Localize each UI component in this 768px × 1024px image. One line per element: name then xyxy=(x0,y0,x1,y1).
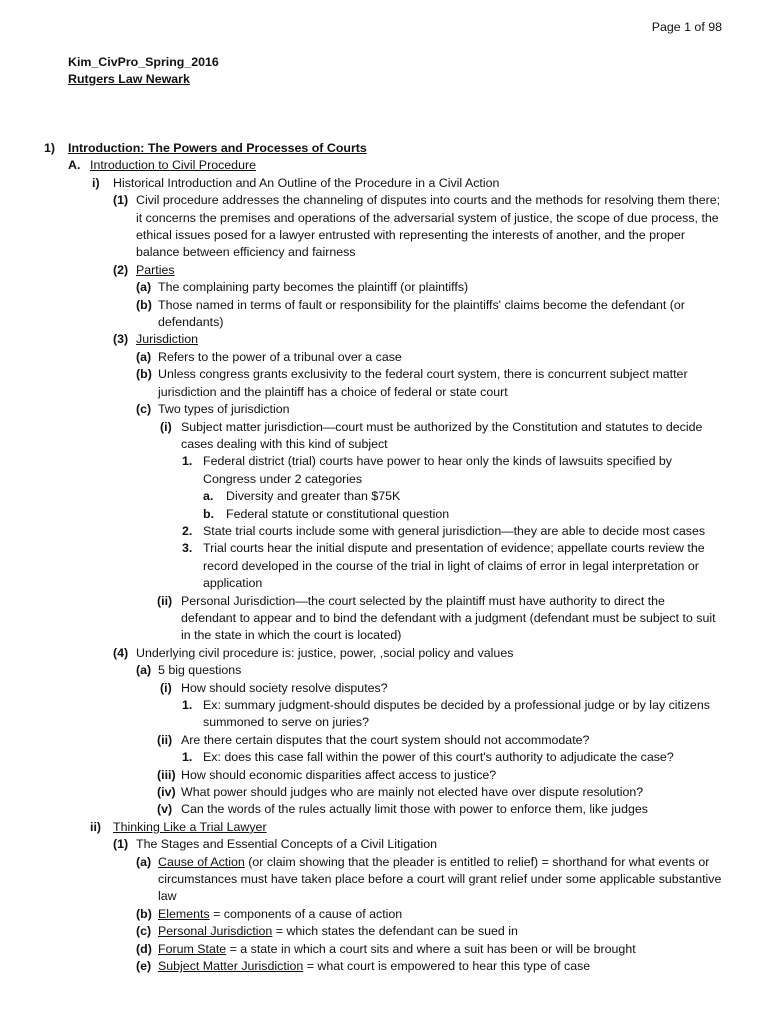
outline-item xyxy=(0,331,722,348)
outline-marker: a. xyxy=(203,489,214,504)
outline-item xyxy=(0,175,722,192)
outline-item xyxy=(0,836,722,853)
outline-marker: (a) xyxy=(136,349,152,364)
outline-text: How should economic disparities affect access to justice? xyxy=(181,767,497,782)
outline-text: Thinking Like a Trial Lawyer xyxy=(113,819,267,834)
outline-marker: 1) xyxy=(44,141,56,155)
outline-item xyxy=(0,767,722,784)
outline-marker: (d) xyxy=(136,941,152,956)
outline-text: Can the words of the rules actually limit those with power to enforce them, like judges xyxy=(181,802,648,817)
outline-text: Those named in terms of fault or responsibility for the plaintiffs' claims become the defendant (or defendants) xyxy=(158,297,685,330)
outline-item xyxy=(0,906,722,923)
outline-marker: (4) xyxy=(113,645,129,660)
outline-marker: b. xyxy=(203,506,215,521)
outline-marker: 3. xyxy=(182,541,193,556)
outline-text: Federal district (trial) courts have power to hear only the kinds of lawsuits specified by Congress under 2 categories xyxy=(203,454,672,486)
outline-marker: (1) xyxy=(113,193,129,208)
outline-text: How should society resolve disputes? xyxy=(181,680,388,695)
outline-text: State trial courts include some with general jurisdiction—they are able to decide most cases xyxy=(203,523,706,538)
outline-text: Are there certain disputes that the court system should not accommodate? xyxy=(181,732,590,747)
outline-text: Historical Introduction and An Outline of the Procedure in a Civil Action xyxy=(113,175,500,190)
outline-text: Introduction: The Powers and Processes of Courts xyxy=(68,141,367,155)
outline-text: Ex: does this case fall within the power of this court's authority to adjudicate the case? xyxy=(203,750,674,765)
outline-marker: (2) xyxy=(113,262,129,277)
outline-item xyxy=(0,941,722,958)
outline-text: Introduction to Civil Procedure xyxy=(90,158,256,173)
outline-text: Unless congress grants exclusivity to the federal court system, there is concurrent subject matter jurisdiction and the plaintiff has a choice of federal or state court xyxy=(158,367,688,399)
outline-text: Parties xyxy=(136,262,175,277)
document-header xyxy=(68,54,219,89)
outline-text: 5 big questions xyxy=(158,663,242,678)
outline-marker: (i) xyxy=(160,419,172,434)
outline-marker: (i) xyxy=(160,680,172,695)
outline-marker: 1. xyxy=(182,454,193,469)
outline-item xyxy=(0,958,722,975)
outline-marker: (b) xyxy=(136,297,152,312)
outline-item xyxy=(0,366,722,401)
school-name: Rutgers Law Newark xyxy=(68,72,190,87)
outline-item xyxy=(0,732,722,749)
outline-text: Federal statute or constitutional question xyxy=(226,506,450,521)
outline-item xyxy=(0,749,722,766)
outline-text: Underlying civil procedure is: justice, power, ,social policy and values xyxy=(136,645,514,660)
outline-item xyxy=(0,540,722,592)
outline-item xyxy=(0,680,722,697)
outline-text: Jurisdiction xyxy=(136,332,198,347)
outline-marker: (b) xyxy=(136,367,152,382)
defined-term: Elements xyxy=(158,906,210,921)
outline-item xyxy=(0,140,722,157)
page-number: Page 1 of 98 xyxy=(651,20,722,34)
outline-item xyxy=(0,279,722,296)
outline-marker: (ii) xyxy=(157,732,173,747)
outline-marker: (1) xyxy=(113,837,129,852)
outline-marker: (b) xyxy=(136,906,152,921)
outline-item xyxy=(0,401,722,418)
outline-marker: i) xyxy=(92,175,100,190)
outline-text: Civil procedure addresses the channeling of disputes into courts and the methods for resolving them there; it concerns the premises and operations of the adversarial system of justice, the scope of due process, the ethical issues posed for a lawyer entrusted with representing the interests of another, and the proper balance between efficiency and fairness xyxy=(136,193,721,260)
outline-item xyxy=(0,192,722,262)
outline-marker: (iii) xyxy=(157,767,176,782)
outline-text: Personal Jurisdiction—the court selected by the plaintiff must have authority to direct the defendant to appear and to bind the defendant with a judgment (defendant must be subject to suit in the state in which the court is located) xyxy=(181,593,716,643)
outline-item xyxy=(0,854,722,906)
outline-item xyxy=(0,645,722,662)
outline-text: = what court is empowered to hear this type of case xyxy=(303,959,591,974)
outline-text: The complaining party becomes the plaintiff (or plaintiffs) xyxy=(158,280,469,295)
outline-item xyxy=(0,593,722,645)
outline-text: Trial courts hear the initial dispute and presentation of evidence; appellate courts review the record developed in the course of the trial in light of claims of error in legal interpretation or application xyxy=(203,541,705,591)
defined-term: Personal Jurisdiction xyxy=(158,924,273,939)
outline-marker: (3) xyxy=(113,332,129,347)
outline-marker: (a) xyxy=(136,854,152,869)
outline-marker: ii) xyxy=(90,819,102,834)
outline-text: The Stages and Essential Concepts of a Civil Litigation xyxy=(136,837,437,852)
outline-marker: 1. xyxy=(182,750,193,765)
outline-text: Diversity and greater than $75K xyxy=(226,489,401,504)
outline-item xyxy=(0,819,722,836)
defined-term: Forum State xyxy=(158,941,227,956)
outline-marker: A. xyxy=(68,158,81,173)
outline-marker: 2. xyxy=(182,523,193,538)
outline-text: Refers to the power of a tribunal over a case xyxy=(158,349,402,364)
outline-text: = components of a cause of action xyxy=(209,906,403,921)
outline-item xyxy=(0,262,722,279)
defined-term: Subject Matter Jurisdiction xyxy=(158,959,304,974)
outline-marker: 1. xyxy=(182,698,193,712)
outline-item xyxy=(0,801,722,818)
outline-marker: (c) xyxy=(136,924,152,939)
outline-text: Ex: summary judgment-should disputes be decided by a professional judge or by lay citizens summoned to serve on juries? xyxy=(203,698,710,730)
outline-item xyxy=(0,662,722,679)
outline-item xyxy=(0,297,722,332)
outline-marker: (e) xyxy=(136,959,152,974)
outline-text: = which states the defendant can be sued in xyxy=(272,924,518,939)
document-title: Kim_CivPro_Spring_2016 xyxy=(68,55,219,69)
outline-item xyxy=(0,419,722,454)
outline-text: (or claim showing that the pleader is entitled to relief) = shorthand for what events or circumstances must have taken place before a court will grant relief under some applicable substantive law xyxy=(158,854,722,904)
defined-term: Cause of Action xyxy=(158,854,245,869)
outline-marker: (iv) xyxy=(157,785,176,800)
outline-item xyxy=(0,349,722,366)
outline xyxy=(0,140,768,976)
outline-marker: (a) xyxy=(136,663,152,678)
outline-marker: (ii) xyxy=(157,593,173,608)
outline-text: Two types of jurisdiction xyxy=(158,402,290,417)
outline-text: Subject matter jurisdiction—court must be authorized by the Constitution and statutes to decide cases dealing with this kind of subject xyxy=(181,419,703,451)
outline-item xyxy=(0,784,722,801)
outline-item xyxy=(0,697,722,732)
outline-item xyxy=(0,923,722,940)
outline-marker: (c) xyxy=(136,402,152,417)
outline-marker: (a) xyxy=(136,280,152,295)
outline-item xyxy=(0,506,722,523)
outline-marker: (v) xyxy=(157,802,173,817)
outline-item xyxy=(0,157,722,174)
outline-item xyxy=(0,488,722,505)
outline-text: = a state in which a court sits and where a suit has been or will be brought xyxy=(226,941,636,956)
outline-text: What power should judges who are mainly not elected have over dispute resolution? xyxy=(181,785,644,800)
outline-item xyxy=(0,523,722,540)
outline-item xyxy=(0,453,722,488)
